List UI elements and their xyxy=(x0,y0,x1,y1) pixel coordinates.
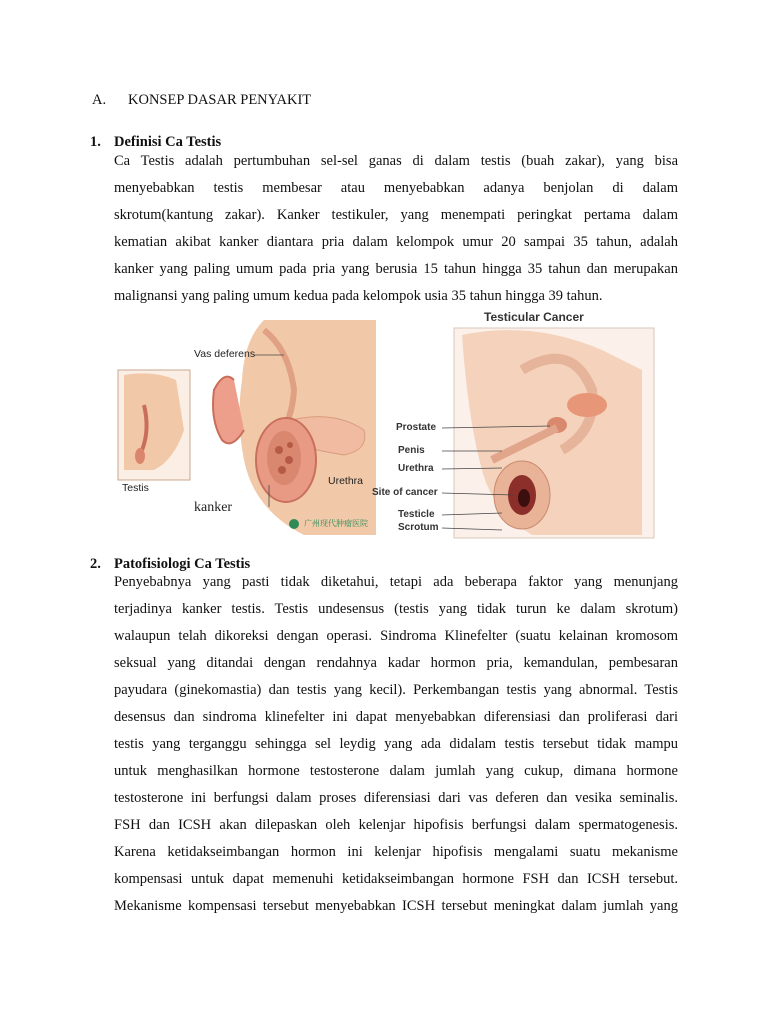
section-1-number: 1. xyxy=(90,134,101,150)
label-testis: Testis xyxy=(122,482,149,494)
paragraph-line: menyebabkan testis membesar atau menyebabkan adanya benjolan di dalam xyxy=(114,180,678,196)
label-vas-deferens: Vas deferens xyxy=(194,348,256,360)
section-1-title: Definisi Ca Testis xyxy=(114,134,222,150)
paragraph-line: malignansi yang paling umum kedua pada kelompok usia 35 tahun hingga 39 tahun. xyxy=(114,288,603,304)
label-site-of-cancer: Site of cancer xyxy=(372,487,438,498)
hospital-logo-text: 广州现代肿瘤医院 xyxy=(304,519,368,528)
paragraph-line: walaupun telah dikoreksi dengan operasi. Sindroma Klinefelter (suatu kelainan kromosom xyxy=(114,628,678,644)
paragraph-line: Ca Testis adalah pertumbuhan sel-sel ganas di dalam testis (buah zakar), yang bisa xyxy=(114,153,678,169)
paragraph-line: Penyebabnya yang pasti tidak diketahui, tetapi ada beberapa faktor yang menunjang xyxy=(114,574,678,590)
section-a-heading xyxy=(92,92,311,109)
section-a-number: A. xyxy=(92,92,107,108)
paragraph-line: desensus dan sindroma klinefelter ini dapat menyebabkan diferensiasi dan proliferasi dari xyxy=(114,709,678,725)
anatomy-drawing-1 xyxy=(114,310,376,540)
paragraph-line: payudara (ginekomastia) dan testis yang kecil). Perkembangan testis yang abnormal. Testis xyxy=(114,682,678,698)
paragraph-line: FSH dan ICSH akan dilepaskan oleh kelenjar hipofisis berfungsi dalam spermatogenesis. xyxy=(114,817,678,833)
paragraph-line: Mekanisme kompensasi tersebut menyebabkan ICSH tersebut meningkat dalam jumlah yang xyxy=(114,898,678,914)
paragraph-line: skrotum(kantung zakar). Kanker testikuler, yang menempati peringkat pertama dalam xyxy=(114,207,678,223)
figure-2-title: Testicular Cancer xyxy=(484,310,584,324)
paragraph-line: untuk menghasilkan hormone testosterone dalam jumlah yang cukup, dimana hormone xyxy=(114,763,678,779)
label-penis: Penis xyxy=(398,445,425,456)
anatomy-illustration-1 xyxy=(114,310,376,540)
label-kanker: kanker xyxy=(194,500,233,515)
label-scrotum: Scrotum xyxy=(398,522,439,533)
paragraph-line: Karena ketidakseimbangan hormon ini kelenjar hipofisis mengalami suatu mekanisme xyxy=(114,844,678,860)
label-urethra: Urethra xyxy=(328,475,364,487)
paragraph-line: kompensasi untuk dapat memenuhi ketidakseimbangan hormone FSH dan ICSH tersebut. xyxy=(114,871,678,887)
paragraph-line: kanker yang paling umum pada pria yang berusia 15 tahun hingga 35 tahun dan merupakan xyxy=(114,261,678,277)
paragraph-line: testosterone ini berfungsi dalam proses diferensiasi dari vas deferen dan vesika seminalis. xyxy=(114,790,678,806)
section-a-title: KONSEP DASAR PENYAKIT xyxy=(128,92,312,108)
paragraph-line: terjadinya kanker testis. Testis undesensus (testis yang tidak turun ke dalam skrotum) xyxy=(114,601,678,617)
paragraph-line: seksual yang ditandai dengan rendahnya kadar hormon pria, kemandulan, pembesaran xyxy=(114,655,678,671)
label-prostate: Prostate xyxy=(396,422,437,433)
section-2-number: 2. xyxy=(90,556,101,572)
section-2-title: Patofisiologi Ca Testis xyxy=(114,556,251,572)
section-1-paragraph xyxy=(114,148,678,310)
anatomy-illustration-2 xyxy=(372,310,658,540)
paragraph-line: testis yang terganggu sehingga sel leydig yang ada didalam testis tersebut tidak mampu xyxy=(114,736,678,752)
paragraph-line: kematian akibat kanker diantara pria dalam kelompok umur 20 sampai 35 tahun, adalah xyxy=(114,234,678,250)
section-2-paragraph xyxy=(114,569,678,920)
label-urethra: Urethra xyxy=(398,463,434,474)
label-testicle: Testicle xyxy=(398,509,435,520)
